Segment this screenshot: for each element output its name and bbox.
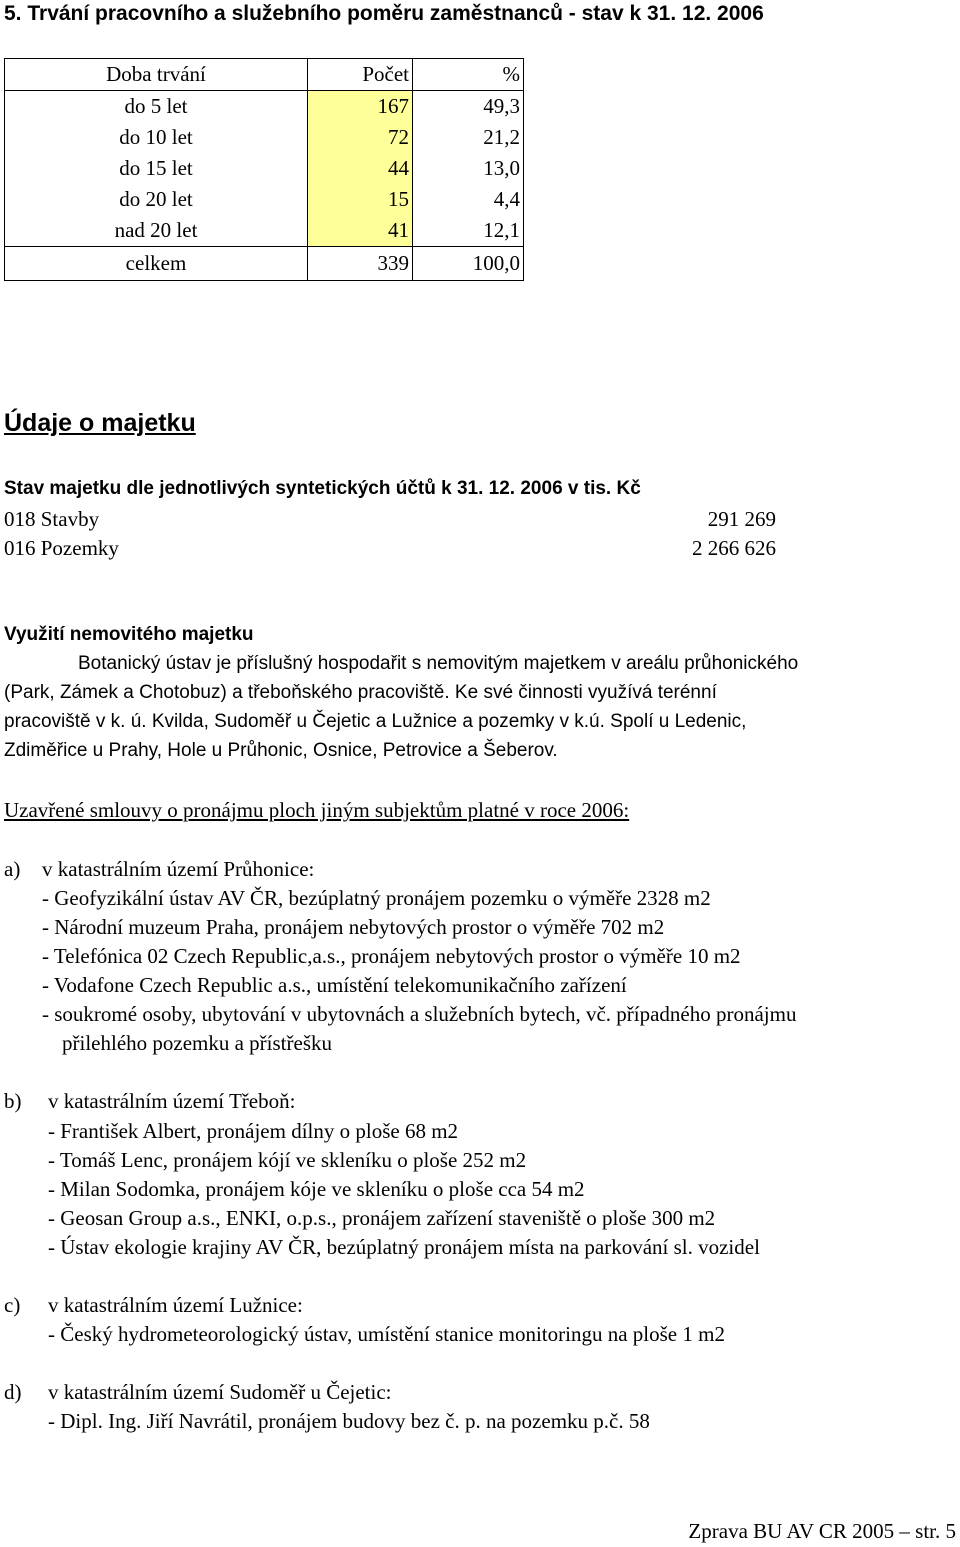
cell-percent: 21,2 [413, 122, 524, 153]
account-label: 016 Pozemky [4, 536, 119, 560]
page-footer: Zprava BU AV CR 2005 – str. 5 [688, 1519, 956, 1543]
assets-heading: Údaje o majetku [4, 409, 196, 437]
usage-line: (Park, Zámek a Chotobuz) a třeboňského pracoviště. Ke své činnosti využívá terénní [4, 682, 717, 703]
duration-table [4, 58, 524, 281]
usage-line: pracoviště v k. ú. Kvilda, Sudoměř u Čejetic a Lužnice a pozemky v k.ú. Spolí u Ledenic, [4, 711, 747, 732]
cell-percent: 12,1 [413, 215, 524, 247]
table-row [5, 184, 524, 215]
list-item: - František Albert, pronájem dílny o ploše 68 m2 [48, 1119, 459, 1143]
list-marker: a) [4, 857, 21, 881]
list-marker: b) [4, 1089, 22, 1113]
list-item: - Dipl. Ing. Jiří Navrátil, pronájem budovy bez č. p. na pozemku p.č. 58 [48, 1409, 650, 1433]
list-item: - Milan Sodomka, pronájem kóje ve skleníku o ploše cca 54 m2 [48, 1177, 585, 1201]
usage-line: Zdiměřice u Prahy, Hole u Průhonic, Osnice, Petrovice a Šeberov. [4, 740, 558, 761]
cell-percent: 13,0 [413, 153, 524, 184]
cell-duration: do 5 let [5, 91, 308, 123]
list-item: - Národní muzeum Praha, pronájem nebytových prostor o výměře 702 m2 [42, 915, 665, 939]
total-count: 339 [308, 247, 413, 281]
cell-duration: do 20 let [5, 184, 308, 215]
usage-line: Botanický ústav je příslušný hospodařit s nemovitým majetkem v areálu průhonického [78, 653, 799, 674]
cell-count: 44 [308, 153, 413, 184]
cell-percent: 4,4 [413, 184, 524, 215]
header-duration: Doba trvání [5, 59, 308, 91]
cell-percent: 49,3 [413, 91, 524, 123]
contracts-heading: Uzavřené smlouvy o pronájmu ploch jiným subjektům platné v roce 2006: [4, 798, 630, 822]
account-value: 291 269 [707, 507, 776, 531]
total-label: celkem [5, 247, 308, 281]
list-item: - Ústav ekologie krajiny AV ČR, bezúplatný pronájem místa na parkování sl. vozidel [48, 1235, 760, 1259]
list-title: v katastrálním území Průhonice: [42, 857, 315, 881]
list-title: v katastrálním území Třeboň: [48, 1089, 296, 1113]
account-label: 018 Stavby [4, 507, 100, 531]
cell-count: 41 [308, 215, 413, 247]
list-item: - Telefónica 02 Czech Republic,a.s., pronájem nebytových prostor o výměře 10 m2 [42, 944, 741, 968]
list-item: - Vodafone Czech Republic a.s., umístění telekomunikačního zařízení [42, 973, 627, 997]
usage-heading: Využití nemovitého majetku [4, 624, 254, 645]
list-marker: c) [4, 1293, 21, 1317]
account-value: 2 266 626 [692, 536, 776, 560]
table-row [5, 91, 524, 123]
table-total-row [5, 247, 524, 281]
total-percent: 100,0 [413, 247, 524, 281]
list-item: - Geofyzikální ústav AV ČR, bezúplatný pronájem pozemku o výměře 2328 m2 [42, 886, 711, 910]
list-item: přilehlého pozemku a přístřešku [62, 1031, 333, 1055]
cell-duration: nad 20 let [5, 215, 308, 247]
table-header-row [5, 59, 524, 91]
table-row [5, 153, 524, 184]
cell-duration: do 15 let [5, 153, 308, 184]
header-percent: % [413, 59, 524, 91]
list-title: v katastrálním území Lužnice: [48, 1293, 303, 1317]
header-count: Počet [308, 59, 413, 91]
list-item: - Český hydrometeorologický ústav, umístění stanice monitoringu na ploše 1 m2 [48, 1322, 725, 1346]
cell-count: 167 [308, 91, 413, 123]
assets-subheading: Stav majetku dle jednotlivých syntetických účtů k 31. 12. 2006 v tis. Kč [4, 478, 641, 499]
list-item: - soukromé osoby, ubytování v ubytovnách a služebních bytech, vč. případného pronájmu [42, 1002, 797, 1026]
cell-count: 72 [308, 122, 413, 153]
cell-duration: do 10 let [5, 122, 308, 153]
cell-count: 15 [308, 184, 413, 215]
list-item: - Geosan Group a.s., ENKI, o.p.s., pronájem zařízení staveniště o ploše 300 m2 [48, 1206, 716, 1230]
list-marker: d) [4, 1380, 22, 1404]
list-item: - Tomáš Lenc, pronájem kójí ve skleníku o ploše 252 m2 [48, 1148, 527, 1172]
table-row [5, 215, 524, 247]
list-title: v katastrálním území Sudoměř u Čejetic: [48, 1380, 392, 1404]
section-title: 5. Trvání pracovního a služebního poměru zaměstnanců - stav k 31. 12. 2006 [4, 2, 764, 25]
table-row [5, 122, 524, 153]
